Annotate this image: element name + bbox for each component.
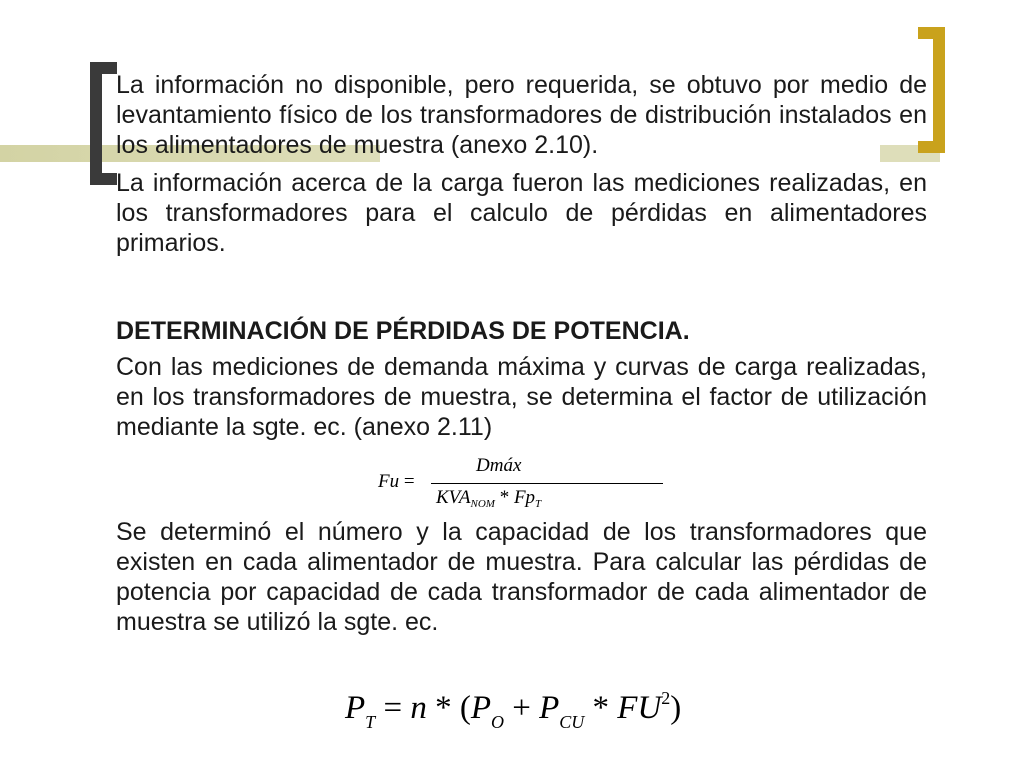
- fu-symbol: Fu: [378, 471, 400, 492]
- measurement-text: [116, 352, 927, 442]
- equation-numerator: Dmáx: [476, 455, 522, 476]
- times-open-paren: * (: [426, 690, 471, 726]
- pcu-subscript: CU: [559, 712, 585, 732]
- times-sign: *: [494, 487, 514, 508]
- fp-symbol: Fp: [513, 487, 536, 508]
- kva-symbol: KVA: [436, 487, 471, 508]
- kva-subscript: NOM: [470, 498, 495, 510]
- po-subscript: O: [490, 712, 504, 732]
- po-symbol: P: [470, 690, 491, 726]
- paragraph-load-info: La información acerca de la carga fueron las mediciones realizadas, en los transformadores para el calculo de pérdidas en alimentadores primarios.: [116, 169, 927, 257]
- paragraph-field-survey: La información no disponible, pero requerida, se obtuvo por medio de levantamiento físico de los transformadores de distribución instalados en los alimentadores de muestra (anexo 2.10).: [116, 71, 927, 159]
- pt-symbol: P: [345, 690, 366, 726]
- close-paren: ): [670, 690, 682, 726]
- equation-denominator: [436, 487, 541, 510]
- paragraph-transformer-capacity: Se determinó el número y la capacidad de los transformadores que existen en cada alimentador de muestra. Para calcular las pérdidas de potencia por capacidad de cada transformador de cada alimentador de muestra se utilizó la sgte. ec.: [116, 518, 927, 636]
- fraction-bar: [431, 483, 663, 484]
- paragraph-utilization-factor: Con las mediciones de demanda máxima y curvas de carga realizadas, en los transformadores de muestra, se determina el factor de utilización mediante la sgte. ec. (anexo 2.11): [116, 353, 927, 441]
- times-sign-2: *: [584, 690, 618, 726]
- pcu-symbol: P: [539, 690, 560, 726]
- fp-subscript: T: [535, 498, 542, 510]
- equals-sign-2: =: [375, 690, 411, 726]
- section-heading: DETERMINACIÓN DE PÉRDIDAS DE POTENCIA.: [116, 317, 690, 345]
- n-symbol: n: [410, 690, 427, 726]
- power-loss-equation: [345, 688, 681, 733]
- plus-sign: +: [503, 690, 540, 726]
- fu-symbol-2: FU: [617, 690, 662, 726]
- equation-lhs: [378, 471, 415, 493]
- capacity-text: [116, 517, 927, 637]
- intro-text: [116, 70, 927, 258]
- exponent: 2: [661, 688, 671, 708]
- equals-sign: =: [403, 471, 415, 492]
- left-bracket-decoration: [90, 62, 117, 185]
- pt-subscript: T: [365, 712, 376, 732]
